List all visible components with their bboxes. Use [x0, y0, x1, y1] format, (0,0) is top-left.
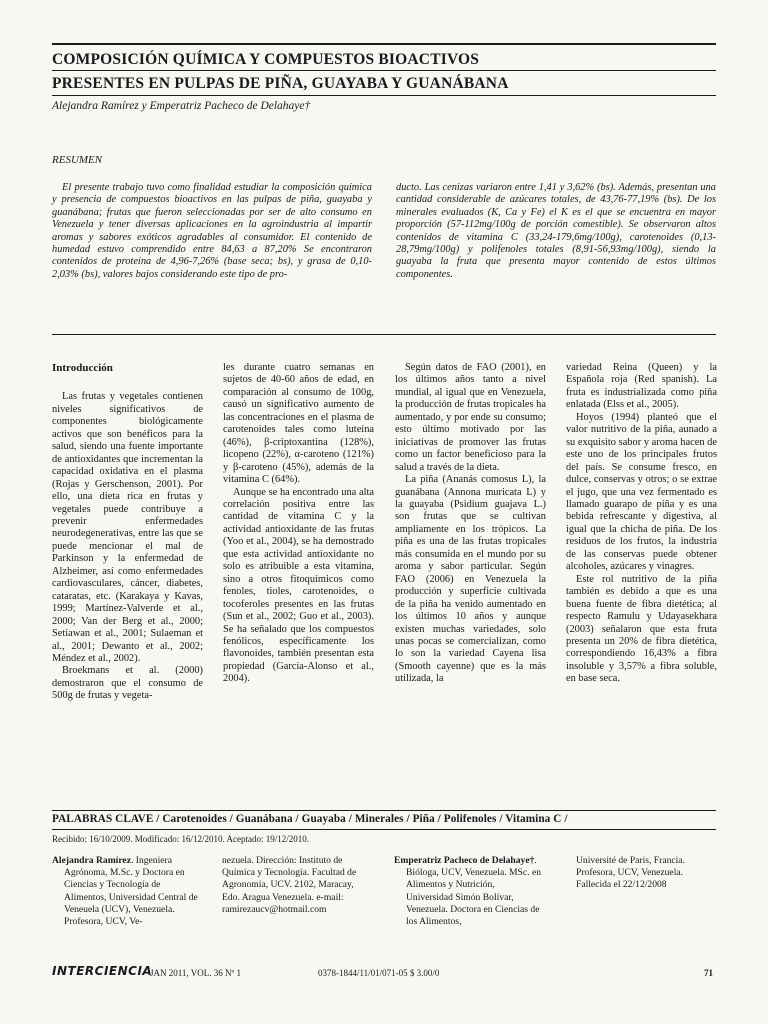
bio-author-name: Emperatriz Pacheco de Delahaye†	[394, 855, 535, 866]
body-paragraph: les durante cuatro semanas en sujetos de 40-60 años de edad, en comparación al consumo de 100g, causó un significativo aumento de las concentraciones en el plasma de carotenoides tales como luteína (46%), β-criptoxantina (128%), licopeno (22%), α-caroteno (121%) y β-caroteno (45%), además de la vitamina C (64%).	[223, 362, 374, 486]
submission-dates: Recibido: 16/10/2009. Modificado: 16/12/2010. Aceptado: 19/12/2010.	[52, 834, 309, 844]
author-bio-1-continued	[222, 855, 372, 916]
body-paragraph: Hoyos (1994) planteó que el valor nutritivo de la piña, aunado a su exquisito sabor y aroma hacen de este uno de los principales frutos del país. Se consume fresco, en dulce, conservas y otros; o se extrae el jugo, que una vez fermentado es llamado guarapo de piña y es una bebida refrescante y digestiva, al igual que la chicha de piña. De los residuos de los frutos, la industria de las conservas puede obtener alcoholes, azúcares y vinagres.	[566, 411, 717, 573]
body-paragraph: La piña (Ananás comosus L), la guanábana (Annona muricata L) y la guayaba (Psidium guajava L.) son frutas que se cultivan ampliamente en los trópicos. La piña es una de las frutas tropicales más consumida en el mundo por su aroma y sabor particular. Según FAO (2006) en Venezuela la producción y superficie cultivada de la piña ha venido aumentado en los últimos 10 años y aunque existen muchas variedades, solo unas pocas se comercializan, como lo son la variedad Cayena lisa (Smooth cayenne) que es la más utilizada, la	[395, 474, 546, 685]
bio-text: nezuela. Dirección: Instituto de Química y Tecnología. Facultad de Agronomía, UCV. 2102, Maracay, Edo. Aragua Venezuela. e-mail: ramirezaucv@hotmail.com	[222, 855, 357, 915]
abstract-text-2: ducto. Las cenizas variaron entre 1,41 y 3,62% (bs). Además, presentan una cantidad considerable de azúcares totales, de 43,76-77,19% (bs). De los minerales evaluados (K, Ca y Fe) el K es el que se encuentra en mayor proporción (57-112mg/100g de porción comestible). Se observaron altos contenidos de vitamina C (33,24-179,6mg/100g), carotenoides (0,13-28,79mg/100g) y polifenoles totales (8,91-56,93mg/100g), siendo la guayaba la fruta que presenta mayor contenido de estos últimos componentes.	[396, 182, 716, 280]
bio-text: Université de Paris, Francia. Profesora, UCV, Venezuela. Fallecida el 22/12/2008	[576, 855, 685, 891]
bio-text: . Ingeniera Agrónoma, M.Sc. y Doctora en Ciencias y Tecnología de Alimentos, Universidad Central de Veneuela (UCV), Venezuela. Profesora, UCV, Ve-	[64, 855, 198, 928]
abstract-heading: RESUMEN	[52, 154, 103, 166]
body-paragraph: Broekmans et al. (2000) demostraron que el consumo de 500g de frutas y vegeta-	[52, 665, 203, 702]
abstract-bottom-rule	[52, 334, 716, 335]
body-paragraph: Este rol nutritivo de la piña también es debido a que es una buena fuente de fibra dietética; al respecto Ramulu y Udayasekhara (2003) señalaron que esta fruta presenta un 20% de fibra dietética, correspondiendo 16,43% a fibra insoluble y 3,57% a fibra soluble, en base seca.	[566, 573, 717, 685]
author-line: Alejandra Ramírez y Emperatriz Pacheco de Delahaye†	[52, 100, 311, 112]
issn-info: 0378-1844/11/01/071-05 $ 3.00/0	[318, 968, 440, 978]
body-column-4	[566, 362, 717, 686]
abstract-text-1: El presente trabajo tuvo como finalidad estudiar la composición química y presencia de compuestos bioactivos en las pulpas de piña, guayaba y guanábana; frutas que fueron seleccionadas por ser de alto consumo en Venezuela y tener diversas aplicaciones en la agroindustria al impartir aromas y sabores exóticos agradables al consumidor. El contenido de humedad estuvo comprendido entre 84,63 a 87,20% Se encontraron contenidos de proteína de 4,96-7,26% (base seca; bs), y grasa de 0,10-2,03% (bs), valores bajos considerando este tipo de pro-	[52, 182, 372, 280]
body-paragraph: variedad Reina (Queen) y la Española roja (Red spanish). La fruta es industrializada como piña enlatada (Elss et al., 2005).	[566, 362, 717, 411]
body-column-2	[223, 362, 374, 686]
abstract-column-1	[52, 182, 372, 281]
page-number: 71	[704, 968, 713, 978]
title-line-1: COMPOSICIÓN QUÍMICA Y COMPUESTOS BIOACTIVOS	[52, 51, 480, 68]
body-paragraph: Según datos de FAO (2001), en los últimos años tanto a nivel mundial, al igual que en Venezuela, la producción de frutas tropicales ha aumentado, y por ende su consumo; esto último motivado por las iniciativas de promover las frutas como un factor beneficioso para la salud a través de la dieta.	[395, 362, 546, 473]
top-rule	[52, 43, 716, 45]
abstract-column-2	[396, 182, 716, 281]
title-line-2: PRESENTES EN PULPAS DE PIÑA, GUAYABA Y GUANÁBANA	[52, 75, 509, 92]
keywords-bottom-rule	[52, 829, 716, 830]
section-heading-introduccion: Introducción	[52, 362, 113, 374]
keywords-top-rule	[52, 810, 716, 811]
body-column-3	[395, 362, 546, 686]
title-bottom-rule	[52, 95, 716, 96]
body-column-1	[52, 362, 203, 703]
keywords-line: PALABRAS CLAVE / Carotenoides / Guanábana / Guayaba / Minerales / Piña / Polifenoles / Vitamina C /	[52, 813, 568, 825]
bio-text: . Bióloga, UCV, Venezuela. MSc. en Alimentos y Nutrición, Universidad Simón Bolívar, Venezuela. Doctora en Ciencias de los Alimentos,	[406, 855, 542, 928]
body-paragraph: Aunque se ha encontrado una alta correlación positiva entre las cantidad de vitamina C y la actividad antioxidante de las frutas (Yoo et al., 2004), se ha demostrado que esta actividad antioxidante no solo es atribuible a esta vitamina, sino a otros fitoquímicos como fenoles, tioles, carotenoides, o tocoferoles presentes en las frutas (Sun et al., 2002; Guo et al., 2003). Se ha señalado que los compuestos fenólicos, específicamente los flavonoides, también presentan esta propiedad (García-Alonso et al., 2004).	[223, 486, 374, 685]
bio-author-name: Alejandra Ramírez	[52, 855, 131, 866]
body-paragraph: Las frutas y vegetales contienen niveles significativos de componentes biológicamente activos que son benéficos para la salud, siendo una fuente importante de antioxidantes que incrementan la capacidad oxidativa en el plasma (Rojas y Gerschenson, 2001). Por ello, una dieta rica en frutas y vegetales puede contribuye a prevenir enfermedades neurodegenerativas, entre las que se puede mencionar el mal de Parkinson y la enfermedad de Alzheimer, así como enfermedades cardiovasculares, cáncer, diabetes, cataratas, etc. (Karakaya y Kavas, 1999; Martínez-Valverde et al., 2000; Van der Berg et al., 2000; Setiawan et al., 2001; Sulaeman et al., 2001; Dewanto et al., 2002; Méndez et al., 2002).	[52, 391, 203, 664]
author-bio-1	[52, 855, 202, 928]
journal-logo: INTERCIENCIA	[52, 964, 153, 978]
title-divider	[52, 70, 716, 71]
author-bio-2	[394, 855, 544, 928]
author-bio-2-continued	[576, 855, 716, 892]
issue-info: JAN 2011, VOL. 36 Nº 1	[150, 968, 242, 978]
